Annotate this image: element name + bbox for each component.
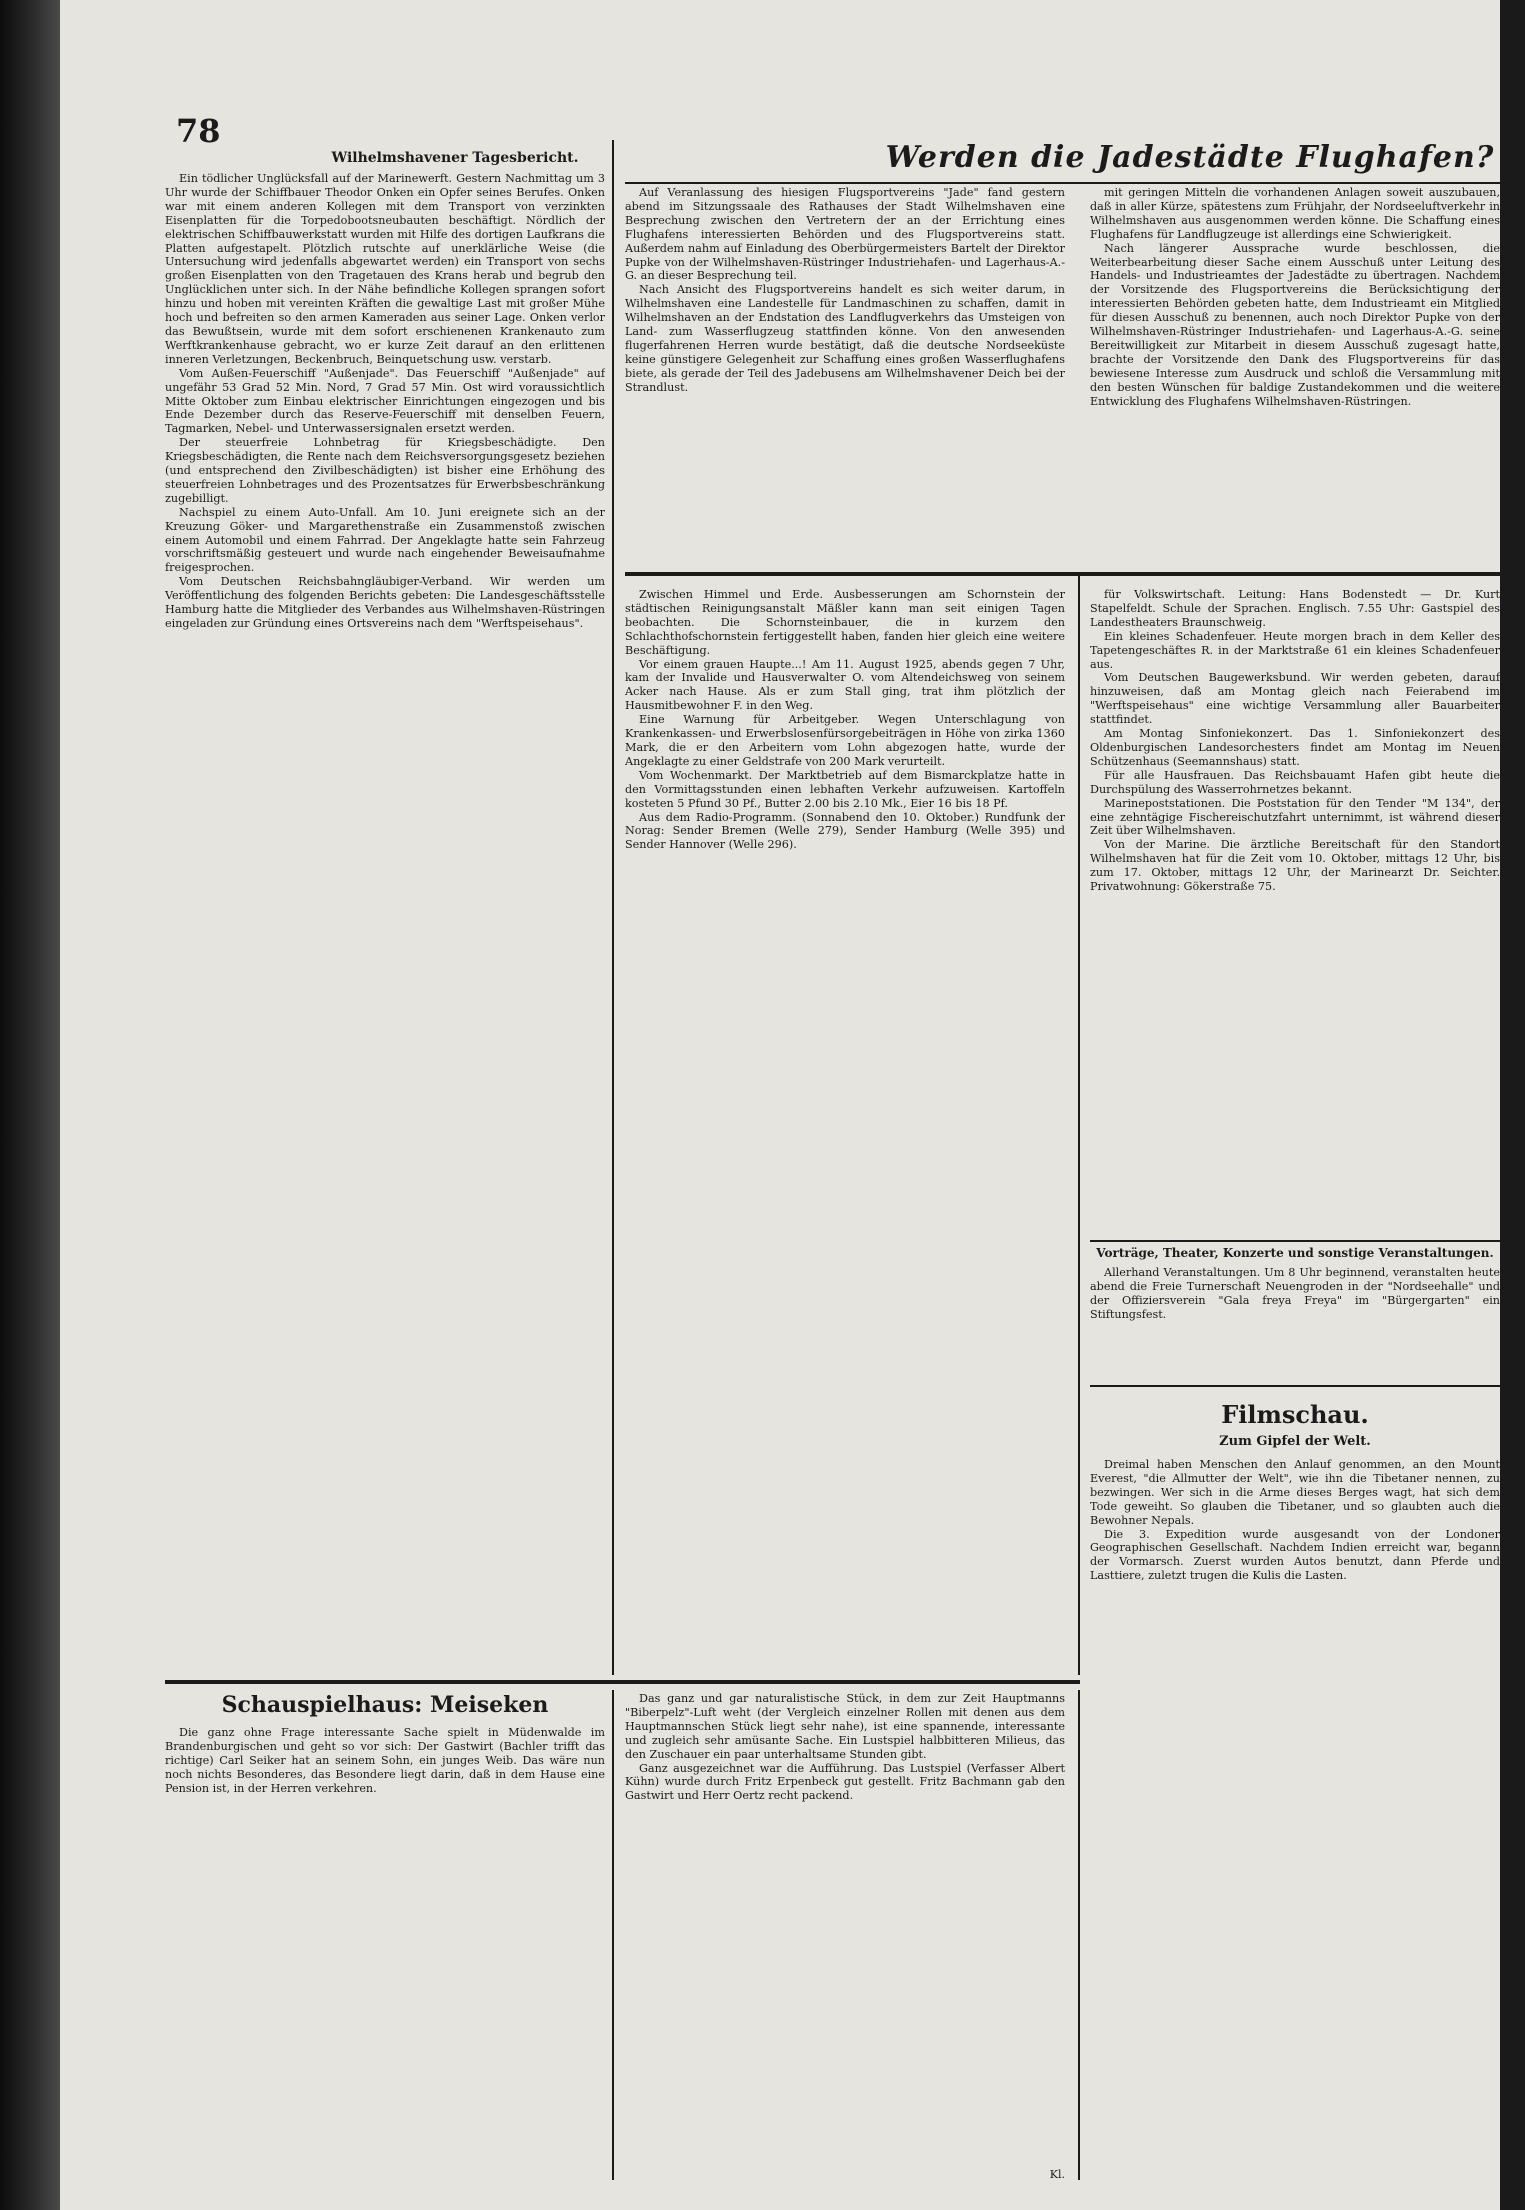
notices-column [1090,588,1500,1238]
article-paragraph: Marinepoststationen. Die Poststation für den Tender "M 134", der eine zehntägige Fischereischutzfahrt unternimmt, ist während dieser Zeit über Wilhelmshaven. [1090,796,1500,838]
article-paragraph: für Volkswirtschaft. Leitung: Hans Bodenstedt — Dr. Kurt Stapelfeldt. Schule der Sprachen. Englisch. 7.55 Uhr: Gastspiel des Landestheaters Braunschweig. [1090,588,1500,629]
newspaper-page [60,0,1500,2210]
film-heading: Filmschau. [1221,1400,1369,1429]
local-report-heading: Wilhelmshavener Tagesbericht. [331,150,579,166]
events-column [1090,1266,1500,1381]
article-paragraph: Von der Marine. Die ärztliche Bereitschaft für den Standort Wilhelmshaven hat für die Zeit vom 10. Oktober, mittags 12 Uhr, bis zum 17. Oktober, mittags 12 Uhr, der Marinearzt Dr. Seichter. Privatwohnung: Gökerstraße 75. [1090,838,1500,894]
article-paragraph: Auf Veranlassung des hiesigen Flugsportvereins "Jade" fand gestern abend im Sitzungssaale des Rathauses der Stadt Wilhelmshaven eine Besprechung zwischen den Vertretern der an der Errichtung eines Flughafens interessierten Behörden und des Flugsportvereins statt. Außerdem nahm auf Einladung des Oberbürgermeisters Bartelt der Direktor Pupke von der Wilhelmshaven-Rüstringer Industriehafen- und Lagerhaus-A.-G. an dieser Besprechung teil. [625,186,1065,283]
page-number: 78 [176,112,221,150]
theater-column-1 [165,1726,605,2181]
article-paragraph: Vom Deutschen Baugewerksbund. Wir werden gebeten, darauf hinzuweisen, daß am Montag gleich nach Feierabend im "Werftspeisehaus" eine wichtige Versammlung aller Bauarbeiter stattfindet. [1090,671,1500,727]
column-rule [612,140,614,1675]
column-rule [1078,1690,1080,2180]
column-rule [1078,575,1080,1675]
main-headline: Werden die Jadestädte Flughafen? [885,140,1495,175]
headline-rule [625,182,1500,184]
article-paragraph: Ganz ausgezeichnet war die Aufführung. Das Lustspiel (Verfasser Albert Kühn) wurde durch Fritz Erpenbeck gut gestellt. Fritz Bachmann gab den Gastwirt und Herr Oertz recht packend. [625,1761,1065,1803]
article-paragraph: Vom Wochenmarkt. Der Marktbetrieb auf dem Bismarckplatze hatte in den Vormittagsstunden einen lebhaften Verkehr aufzuweisen. Kartoffeln kosteten 5 Pfund 30 Pf., Butter 2.00 bis 2.10 Mk., Eier 16 bis 18 Pf. [625,768,1065,810]
article-paragraph: Am Montag Sinfoniekonzert. Das 1. Sinfoniekonzert des Oldenburgischen Landesorchesters findet am Montag im Neuen Schützenhaus (Seemannshaus) statt. [1090,727,1500,768]
section-rule [1090,1240,1500,1242]
article-paragraph: Die ganz ohne Frage interessante Sache spielt in Müdenwalde im Brandenburgischen und geht so vor sich: Der Gastwirt (Bachler trifft das richtige) Carl Seiker hat an seinem Sohn, ein junges Weib. Das wäre nun noch nichts Besonderes, das Besondere liegt darin, daß in dem Hause eine Pension ist, in der Herren verkehren. [165,1726,605,1795]
article-paragraph: Zwischen Himmel und Erde. Ausbesserungen am Schornstein der städtischen Reinigungsanstalt Mäßler kann man seit einigen Tagen beobachten. Die Schornsteinbauer, die in kurzem den Schlachthofschornstein fertiggestellt haben, fanden hier gleich eine weitere Beschäftigung. [625,588,1065,657]
airport-article-column-2 [1090,186,1500,566]
scan-edge [0,0,60,2210]
article-paragraph: Eine Warnung für Arbeitgeber. Wegen Unterschlagung von Krankenkassen- und Erwerbslosenfürsorgebeiträgen in Höhe von zirka 1360 Mark, die er den Arbeitern vom Lohn abgezogen hatte, wurde der Angeklagte zu einer Geldstrafe von 200 Mark verurteilt. [625,713,1065,768]
article-paragraph: mit geringen Mitteln die vorhandenen Anlagen soweit auszubauen, daß in aller Kürze, spätestens zum Frühjahr, der Nordseeluftverkehr in Wilhelmshaven aus ausgenommen werden könne. Die Schaffung eines Flughafens für Landflugzeuge ist allerdings eine Schwierigkeit. [1090,186,1500,241]
airport-article-column-1 [625,186,1065,566]
article-paragraph: Die 3. Expedition wurde ausgesandt von der Londoner Geographischen Gesellschaft. Nachdem Indien erreicht war, begann der Vormarsch. Zuerst wurden Autos benutzt, dann Pferde und Lasttiere, zuletzt trugen die Kulis die Lasten. [1090,1527,1500,1583]
film-column [1090,1458,1500,2178]
article-paragraph: Vom Außen-Feuerschiff "Außenjade". Das Feuerschiff "Außenjade" auf ungefähr 53 Grad 52 Min. Nord, 7 Grad 57 Min. Ost wird voraussichtlich Mitte Oktober zum Einbau elektrischer Einrichtungen eingezogen und bis Ende Dezember durch das Reserve-Feuerschiff mit denselben Feuern, Tagmarken, Nebel- und Unterwassersignalen ersetzt werden. [165,366,605,436]
author-signature: Kl. [1049,2168,1065,2182]
article-paragraph: Ein kleines Schadenfeuer. Heute morgen brach in dem Keller des Tapetengeschäftes R. in der Marktstraße 61 ein kleines Schadenfeuer aus. [1090,629,1500,671]
local-report-column [165,172,605,1632]
article-paragraph: Nach längerer Aussprache wurde beschlossen, die Weiterbearbeitung dieser Sache einem Ausschuß unter Leitung des Handels- und Industrieamtes der Jadestädte zu übertragen. Nachdem der Vorsitzende des Flugsportvereins die Berücksichtigung der interessierten Behörden gebeten hatte, dem Industrieamt ein Mitglied für diesen Ausschuß zu benennen, auch noch Direktor Pupke von der Wilhelmshaven-Rüstringer Industriehafen- und Lagerhaus-A.-G. seine Bereitwilligkeit zur Mitarbeit in diesem Ausschuß zugesagt hatte, brachte der Vorsitzende den Dank des Flugsportvereins für das bewiesene Interesse zum Ausdruck und schloß die Versammlung mit den besten Wünschen für baldige Zustandekommen und die weitere Entwicklung des Flughafens Wilhelmshaven-Rüstringen. [1090,241,1500,408]
section-rule [625,572,1500,576]
article-paragraph: Nach Ansicht des Flugsportvereins handelt es sich weiter darum, in Wilhelmshaven eine Landestelle für Landmaschinen zu schaffen, damit in Wilhelmshaven an der Endstation des Landflugverkehrs das Umsteigen von Land- zum Wasserflugzeug stattfinden könne. Von den anwesenden flugerfahrenen Herren wurde bestätigt, daß die deutsche Nordseeküste keine günstigere Gelegenheit zur Schaffung eines großen Wasserflughafens biete, als gerade der Teil des Jadebusens am Wilhelmshavener Deich bei der Strandlust. [625,283,1065,394]
column-rule [612,1690,614,2180]
article-paragraph: Dreimal haben Menschen den Anlauf genommen, an den Mount Everest, "die Allmutter der Welt", wie ihn die Tibetaner nennen, zu bezwingen. Wer sich in die Arme dieses Berges wagt, hat sich dem Tode geweiht. So glauben die Tibetaner, und so glaubten auch die Bewohner Nepals. [1090,1458,1500,1527]
article-paragraph: Ein tödlicher Unglücksfall auf der Marinewerft. Gestern Nachmittag um 3 Uhr wurde der Schiffbauer Theodor Onken ein Opfer seines Berufes. Onken war mit einem anderen Kollegen mit dem Transport von verzinkten Eisenplatten für die Torpedobootsneubauten beschäftigt. Nördlich der elektrischen Schiffbauwerkstatt wurden mit Hilfe des dortigen Laufkrans die Platten aufgestapelt. Plötzlich rutschte auf unerklärliche Weise (die Untersuchung wird jedenfalls abgewartet werden) ein Transport von sechs großen Eisenplatten von den Tragetauen des Krans herab und begrub den Unglücklichen unter sich. In der Nähe befindliche Kollegen sprangen sofort hinzu und hoben mit vereinten Kräften die gewaltige Last mit großer Mühe hoch und befreiten so den armen Kameraden aus seiner Lage. Onken verlor das Bewußtsein, wurde mit dem sofort erschienenen Krankenauto zum Werftkrankenhause gebracht, wo er kurze Zeit darauf an den erlittenen inneren Verletzungen, Beckenbruch, Beinquetschung usw. verstarb. [165,172,605,366]
events-heading: Vorträge, Theater, Konzerte und sonstige Veranstaltungen. [1096,1246,1494,1260]
article-paragraph: Vor einem grauen Haupte...! Am 11. August 1925, abends gegen 7 Uhr, kam der Invalide und Hausverwalter O. vom Altendeichsweg von seinem Acker nach Hause. Als er zum Stall ging, trat ihm plötzlich der Hausmitbewohner F. in den Weg. [625,657,1065,713]
article-paragraph: Für alle Hausfrauen. Das Reichsbauamt Hafen gibt heute die Durchspülung des Wasserrohrnetzes bekannt. [1090,768,1500,796]
article-paragraph: Nachspiel zu einem Auto-Unfall. Am 10. Juni ereignete sich an der Kreuzung Göker- und Margarethenstraße ein Zusammenstoß zwischen einem Automobil und einem Fahrrad. Der Angeklagte hatte sein Fahrzeug vorschriftsmäßig gesteuert und wurde nach eingehender Beweisaufnahme freigesprochen. [165,505,605,575]
article-paragraph: Vom Deutschen Reichsbahngläubiger-Verband. Wir werden um Veröffentlichung des folgenden Berichts gebeten: Die Landesgeschäftsstelle Hamburg hatte die Mitglieder des Verbandes aus Wilhelmshaven-Rüstringen eingeladen zur Gründung eines Ortsvereins nach dem "Werftspeisehaus". [165,575,605,630]
article-paragraph: Der steuerfreie Lohnbetrag für Kriegsbeschädigte. Den Kriegsbeschädigten, die Rente nach dem Reichsversorgungsgesetz beziehen (und entsprechend den Zivilbeschädigten) ist bisher eine Erhöhung des steuerfreien Lohnbetrages und des Prozentsatzes für Erwerbsbeschränkung zugebilligt. [165,436,605,505]
article-paragraph: Das ganz und gar naturalistische Stück, in dem zur Zeit Hauptmanns "Biberpelz"-Luft weht (der Vergleich einzelner Rollen mit denen aus dem Hauptmannschen Stück liegt sehr nahe), ist eine spannende, interessante und zugleich sehr amüsante Sache. Ein Lustspiel halbbitteren Milieus, das den Zuschauer ein paar unterhaltsame Stunden gibt. [625,1692,1065,1761]
film-subheading: Zum Gipfel der Welt. [1219,1434,1371,1449]
section-rule [165,1680,1080,1684]
section-rule [1090,1385,1500,1387]
article-paragraph: Aus dem Radio-Programm. (Sonnabend den 10. Oktober.) Rundfunk der Norag: Sender Bremen (Welle 279), Sender Hamburg (Welle 395) und Sender Hannover (Welle 296). [625,810,1065,852]
local-news-column [625,588,1065,1673]
theater-heading: Schauspielhaus: Meiseken [221,1692,549,1718]
article-paragraph: Allerhand Veranstaltungen. Um 8 Uhr beginnend, veranstalten heute abend die Freie Turnerschaft Neuengroden in der "Nordseehalle" und der Offiziersverein "Gala freya Freya" im "Bürgergarten" ein Stiftungsfest. [1090,1266,1500,1321]
theater-column-2 [625,1692,1065,2182]
